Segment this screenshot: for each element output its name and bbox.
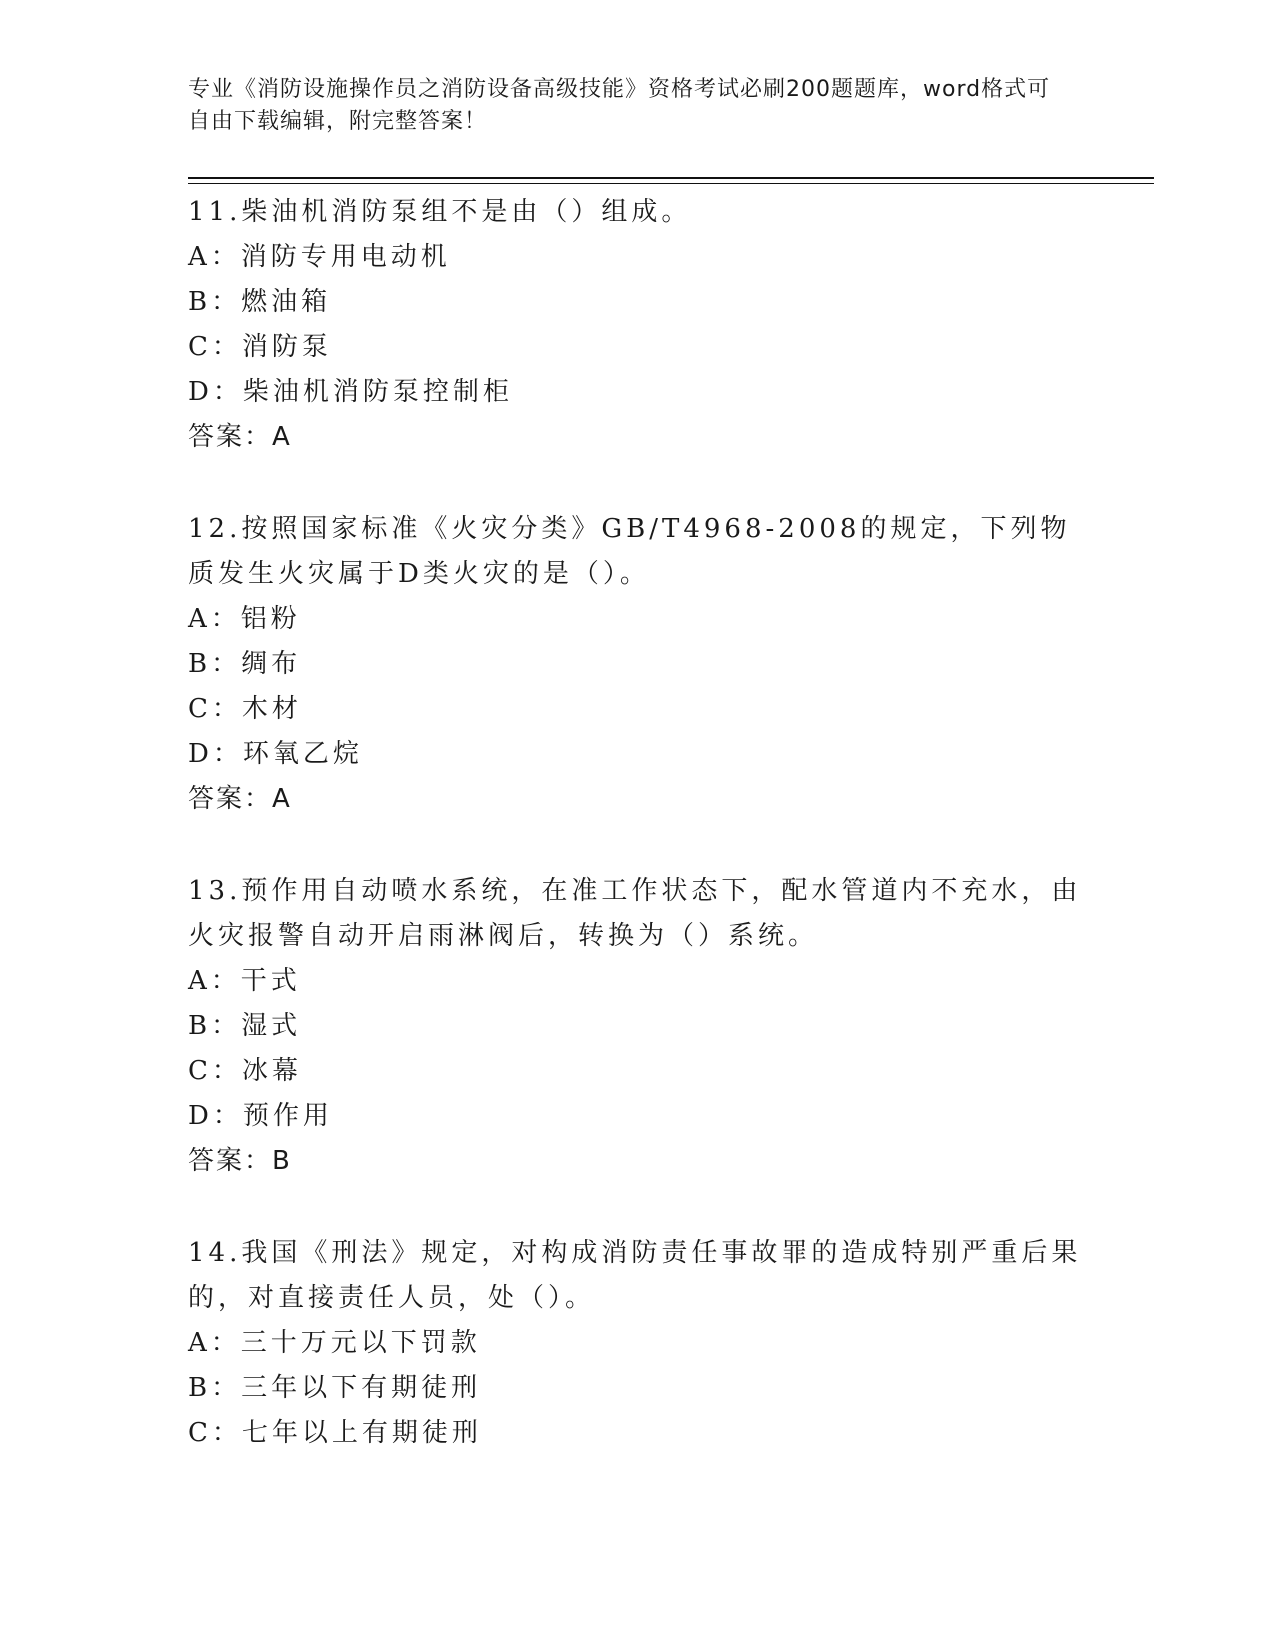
- option-key: A：: [188, 966, 241, 996]
- option-b: [188, 642, 1088, 687]
- option-text: 消防专用电动机: [240, 242, 451, 272]
- option-b: [188, 1366, 1088, 1411]
- option-text: 绸布: [241, 649, 302, 679]
- document-header: 专业《消防设施操作员之消防设备高级技能》资格考试必刷200题题库，word格式可自由下载编辑，附完整答案！: [188, 77, 1051, 134]
- option-c: [188, 1049, 1088, 1094]
- option-key: C：: [188, 1056, 242, 1086]
- option-key: B：: [188, 287, 242, 317]
- option-text: 燃油箱: [241, 287, 332, 317]
- option-key: D：: [188, 377, 243, 407]
- option-c: [188, 1411, 1088, 1456]
- question-list: [188, 190, 1088, 1503]
- option-a: [188, 597, 1088, 642]
- option-d: [188, 732, 1088, 777]
- question-11: [188, 190, 1088, 460]
- option-b: [188, 280, 1088, 325]
- option-key: D：: [188, 739, 243, 769]
- header-divider-thin: [188, 183, 1154, 184]
- answer-line: 答案：A: [188, 784, 292, 814]
- question-stem: 14.我国《刑法》规定，对构成消防责任事故罪的造成特别严重后果的，对直接责任人员，处（）。: [188, 1238, 1082, 1313]
- question-13: [188, 869, 1088, 1184]
- option-key: A：: [188, 604, 241, 634]
- option-c: [188, 325, 1088, 370]
- question-stem: 12.按照国家标准《火灾分类》GB/T4968-2008的规定，下列物质发生火灾属于D类火灾的是（）。: [188, 514, 1071, 589]
- option-text: 湿式: [241, 1011, 302, 1041]
- header-divider-thick: [188, 177, 1154, 179]
- question-14: [188, 1231, 1088, 1456]
- option-key: A：: [188, 1328, 241, 1358]
- option-key: C：: [188, 332, 242, 362]
- option-d: [188, 370, 1088, 415]
- option-key: A：: [188, 242, 241, 272]
- option-key: C：: [188, 1418, 242, 1448]
- option-key: B：: [188, 1011, 242, 1041]
- option-a: [188, 235, 1088, 280]
- option-text: 铝粉: [240, 604, 301, 634]
- option-key: B：: [188, 649, 242, 679]
- option-text: 柴油机消防泵控制柜: [242, 377, 513, 407]
- question-stem: 11.柴油机消防泵组不是由（）组成。: [188, 197, 692, 227]
- option-key: D：: [188, 1101, 243, 1131]
- answer-line: 答案：A: [188, 422, 292, 452]
- option-a: [188, 959, 1088, 1004]
- option-text: 预作用: [242, 1101, 333, 1131]
- option-a: [188, 1321, 1088, 1366]
- question-12: [188, 507, 1088, 822]
- option-text: 冰幕: [241, 1056, 302, 1086]
- option-text: 七年以上有期徒刑: [241, 1418, 482, 1448]
- option-text: 消防泵: [241, 332, 332, 362]
- option-text: 木材: [241, 694, 302, 724]
- option-d: [188, 1094, 1088, 1139]
- option-key: B：: [188, 1373, 242, 1403]
- option-c: [188, 687, 1088, 732]
- option-text: 干式: [240, 966, 301, 996]
- option-text: 三十万元以下罚款: [240, 1328, 481, 1358]
- option-b: [188, 1004, 1088, 1049]
- answer-line: 答案：B: [188, 1146, 292, 1176]
- option-text: 环氧乙烷: [242, 739, 363, 769]
- question-stem: 13.预作用自动喷水系统，在准工作状态下，配水管道内不充水，由火灾报警自动开启雨淋阀后，转换为（）系统。: [188, 876, 1082, 951]
- option-text: 三年以下有期徒刑: [241, 1373, 482, 1403]
- option-key: C：: [188, 694, 242, 724]
